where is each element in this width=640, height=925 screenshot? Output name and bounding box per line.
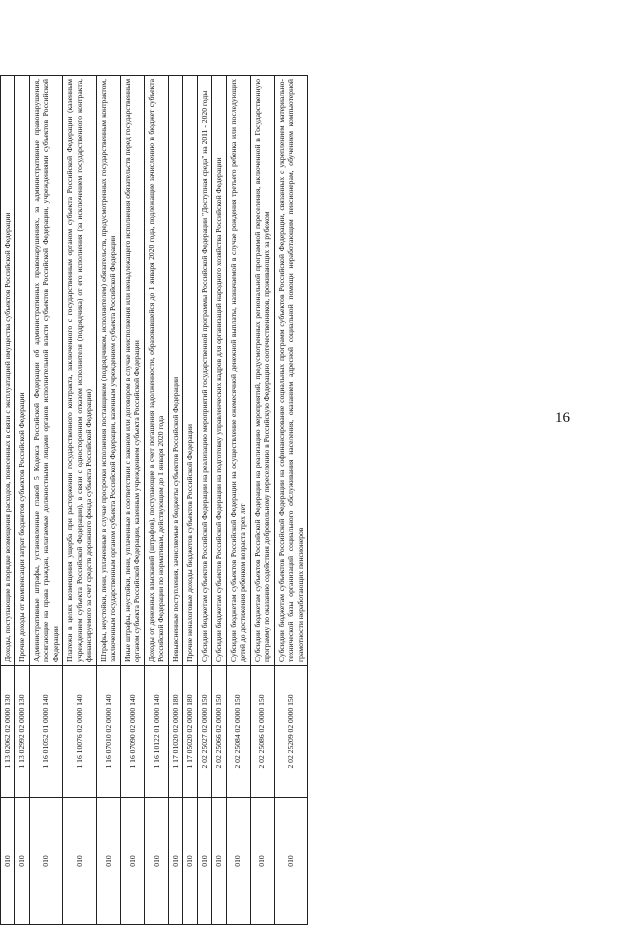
description-cell: Субсидии бюджетам субъектов Российской Федерации на подготовку управленческих кадров для организаций народного хозяйства Российской Федерации — [212, 76, 226, 666]
budget-code-cell: 2 02 25084 02 0000 150 — [226, 666, 250, 798]
description-cell: Доходы, поступающие в порядке возмещения расходов, понесенных в связи с эксплуатацией имущества субъектов Российской Федерации — [1, 76, 15, 666]
admin-code-cell: 010 — [226, 798, 250, 925]
description-cell: Прочие доходы от компенсации затрат бюджетов субъектов Российской Федерации — [15, 76, 29, 666]
budget-code-cell: 2 02 25027 02 0000 150 — [197, 666, 211, 798]
admin-code-cell: 010 — [168, 798, 182, 925]
admin-code-cell: 010 — [250, 798, 274, 925]
description-cell: Субсидии бюджетам субъектов Российской Федерации на софинансирование социальных программ субъектов Российской Федерации, связанных с укреплением материально-технической базы организаций социального обслуживания населения, оказанием адресной социальной помощи неработающим пенсионерам, обучением компьютерной грамотности неработающих пенсионеров — [274, 76, 307, 666]
rotated-table-wrapper — [0, 65, 500, 925]
budget-code-cell: 1 13 02992 02 0000 130 — [15, 666, 29, 798]
budget-code-cell: 2 02 25086 02 0000 150 — [250, 666, 274, 798]
table-row — [250, 76, 274, 925]
budget-code-cell: 2 02 25066 02 0000 150 — [212, 666, 226, 798]
budget-code-cell: 1 16 01052 01 0000 140 — [29, 666, 62, 798]
admin-code-cell: 010 — [183, 798, 197, 925]
description-cell: Административные штрафы, установленные главой 5 Кодекса Российской Федерации об административных правонарушениях, за административные правонарушения, посягающие на права граждан, налагаемые должностными лицами органов исполнительной власти субъектов Российской Федерации, учреждениями субъектов Российской Федерации — [29, 76, 62, 666]
description-cell: Субсидии бюджетам субъектов Российской Федерации на реализацию мероприятий государственной программы Российской Федерации "Доступная среда" на 2011 - 2020 годы — [197, 76, 211, 666]
budget-code-cell: 1 16 10122 01 0000 140 — [144, 666, 168, 798]
table-row — [120, 76, 144, 925]
admin-code-cell: 010 — [197, 798, 211, 925]
admin-code-cell: 010 — [212, 798, 226, 925]
table-row — [212, 76, 226, 925]
budget-code-cell: 1 16 07010 02 0000 140 — [96, 666, 120, 798]
description-cell: Доходы от денежных взысканий (штрафов), поступающие в счет погашения задолженности, образовавшейся до 1 января 2020 года, подлежащие зачислению в бюджет субъекта Российской Федерации по нормативам, действующим до 1 января 2020 года — [144, 76, 168, 666]
table-row — [226, 76, 250, 925]
admin-code-cell: 010 — [1, 798, 15, 925]
income-codes-table — [0, 75, 308, 925]
budget-code-cell: 2 02 25209 02 0000 150 — [274, 666, 307, 798]
description-cell: Субсидии бюджетам субъектов Российской Федерации на реализацию мероприятий, предусмотренных региональной программой переселения, включенной в Государственную программу по оказанию содействия добровольному переселению в Российскую Федерацию соотечественников, проживающих за рубежом — [250, 76, 274, 666]
admin-code-cell: 010 — [96, 798, 120, 925]
table-row — [274, 76, 307, 925]
description-cell: Штрафы, неустойки, пени, уплаченные в случае просрочки исполнения поставщиком (подрядчиком, исполнителем) обязательств, предусмотренных государственным контрактом, заключенным государственным органом субъекта Российской Федерации, казенным учреждением субъекта Российской Федерации — [96, 76, 120, 666]
table-row — [168, 76, 182, 925]
table-row — [96, 76, 120, 925]
admin-code-cell: 010 — [63, 798, 96, 925]
admin-code-cell: 010 — [120, 798, 144, 925]
description-cell: Субсидии бюджетам субъектов Российской Федерации на осуществление ежемесячной денежной выплаты, назначаемой в случае рождения третьего ребенка или последующих детей до достижения ребенком возраста трех лет — [226, 76, 250, 666]
admin-code-cell: 010 — [274, 798, 307, 925]
table-row — [144, 76, 168, 925]
admin-code-cell: 010 — [15, 798, 29, 925]
table-body — [1, 76, 308, 925]
budget-code-cell: 1 17 05020 02 0000 180 — [183, 666, 197, 798]
page-number: 16 — [555, 410, 570, 426]
table-row — [29, 76, 62, 925]
description-cell: Платежи в целях возмещения ущерба при расторжении государственного контракта, заключенного с государственным органом субъекта Российской Федерации (казенным учреждением субъекта Российской Федерации), в связи с односторонним отказом исполнителя (подрядчика) от его исполнения (за исключением государственного контракта, финансируемого за счет средств дорожного фонда субъекта Российской Федерации) — [63, 76, 96, 666]
table-row — [1, 76, 15, 925]
admin-code-cell: 010 — [29, 798, 62, 925]
table-row — [197, 76, 211, 925]
description-cell: Иные штрафы, неустойки, пени, уплаченные в соответствии с законом или договором в случае неисполнения или ненадлежащего исполнения обязательств перед государственным органом субъекта Российской Федерации, казенным учреждением субъекта Российской Федерации — [120, 76, 144, 666]
budget-code-cell: 1 17 01020 02 0000 180 — [168, 666, 182, 798]
description-cell: Прочие неналоговые доходы бюджетов субъектов Российской Федерации — [183, 76, 197, 666]
table-row — [183, 76, 197, 925]
admin-code-cell: 010 — [144, 798, 168, 925]
budget-code-cell: 1 16 10076 02 0000 140 — [63, 666, 96, 798]
budget-code-cell: 1 16 07090 02 0000 140 — [120, 666, 144, 798]
table-row — [15, 76, 29, 925]
budget-code-cell: 1 13 02062 02 0000 130 — [1, 666, 15, 798]
table-row — [63, 76, 96, 925]
description-cell: Невыясненные поступления, зачисляемые в бюджеты субъектов Российской Федерации — [168, 76, 182, 666]
